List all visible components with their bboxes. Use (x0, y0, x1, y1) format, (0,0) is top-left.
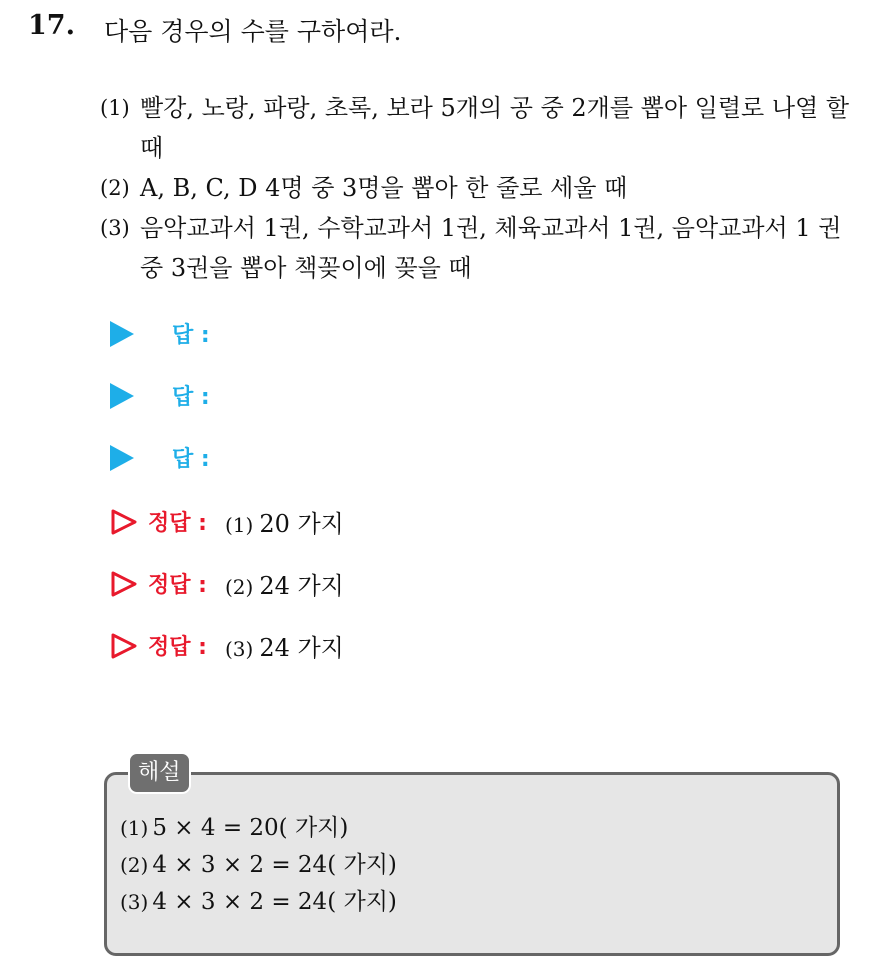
explanation-tab: 해설 (128, 752, 191, 794)
solution-text: 24 가지 (259, 634, 344, 662)
explanation-lines (120, 810, 397, 921)
question-item (100, 88, 870, 168)
question-item (100, 208, 870, 288)
triangle-bullet-icon (110, 383, 134, 409)
item-text: 빨강, 노랑, 파랑, 초록, 보라 5개의 공 중 2개를 뽑아 일렬로 나열 할 때 (140, 94, 850, 162)
answer-label: 답 : (172, 323, 210, 348)
solution-value (225, 504, 344, 539)
solution-row (110, 504, 344, 539)
item-number: (1) (100, 96, 130, 120)
solution-number: (3) (224, 637, 254, 661)
triangle-bullet-icon (110, 321, 134, 347)
solution-row (110, 566, 344, 601)
solution-label: 정답 : (148, 511, 207, 536)
solution-value (225, 566, 344, 601)
item-number: (3) (100, 216, 130, 240)
question-items (100, 88, 870, 288)
answer-label: 답 : (172, 447, 210, 472)
triangle-outline-icon (110, 509, 138, 535)
item-text: A, B, C, D 4명 중 3명을 뽑아 한 줄로 세울 때 (140, 174, 628, 202)
triangle-bullet-icon (110, 445, 134, 471)
solution-number: (1) (224, 513, 254, 537)
explanation-line (120, 847, 397, 884)
solution-label: 정답 : (148, 573, 207, 598)
explanation-text: 4 × 3 × 2 = 24( 가지) (152, 889, 397, 915)
explanation-line (120, 884, 397, 921)
solution-value (225, 628, 344, 663)
solution-number: (2) (224, 575, 254, 599)
solution-row (110, 628, 344, 663)
item-text: 음악교과서 1권, 수학교과서 1권, 체육교과서 1권, 음악교과서 1 권 중 3권을 뽑아 책꽂이에 꽂을 때 (140, 214, 842, 282)
solution-label: 정답 : (148, 635, 207, 660)
triangle-outline-icon (110, 571, 138, 597)
explanation-number: (3) (120, 890, 149, 914)
answer-label: 답 : (172, 385, 210, 410)
explanation-text: 4 × 3 × 2 = 24( 가지) (152, 852, 397, 878)
question-number: 17. (28, 10, 75, 41)
explanation-number: (1) (120, 816, 149, 840)
solution-text: 24 가지 (259, 572, 344, 600)
answer-row (110, 380, 210, 411)
triangle-outline-icon (110, 633, 138, 659)
item-number: (2) (100, 176, 130, 200)
explanation-line (120, 810, 397, 847)
answer-row (110, 318, 210, 349)
question-item (100, 168, 870, 208)
solution-text: 20 가지 (259, 510, 344, 538)
explanation-text: 5 × 4 = 20( 가지) (152, 815, 349, 841)
question-text: 다음 경우의 수를 구하여라. (104, 17, 402, 46)
answer-row (110, 442, 210, 473)
explanation-number: (2) (120, 853, 149, 877)
